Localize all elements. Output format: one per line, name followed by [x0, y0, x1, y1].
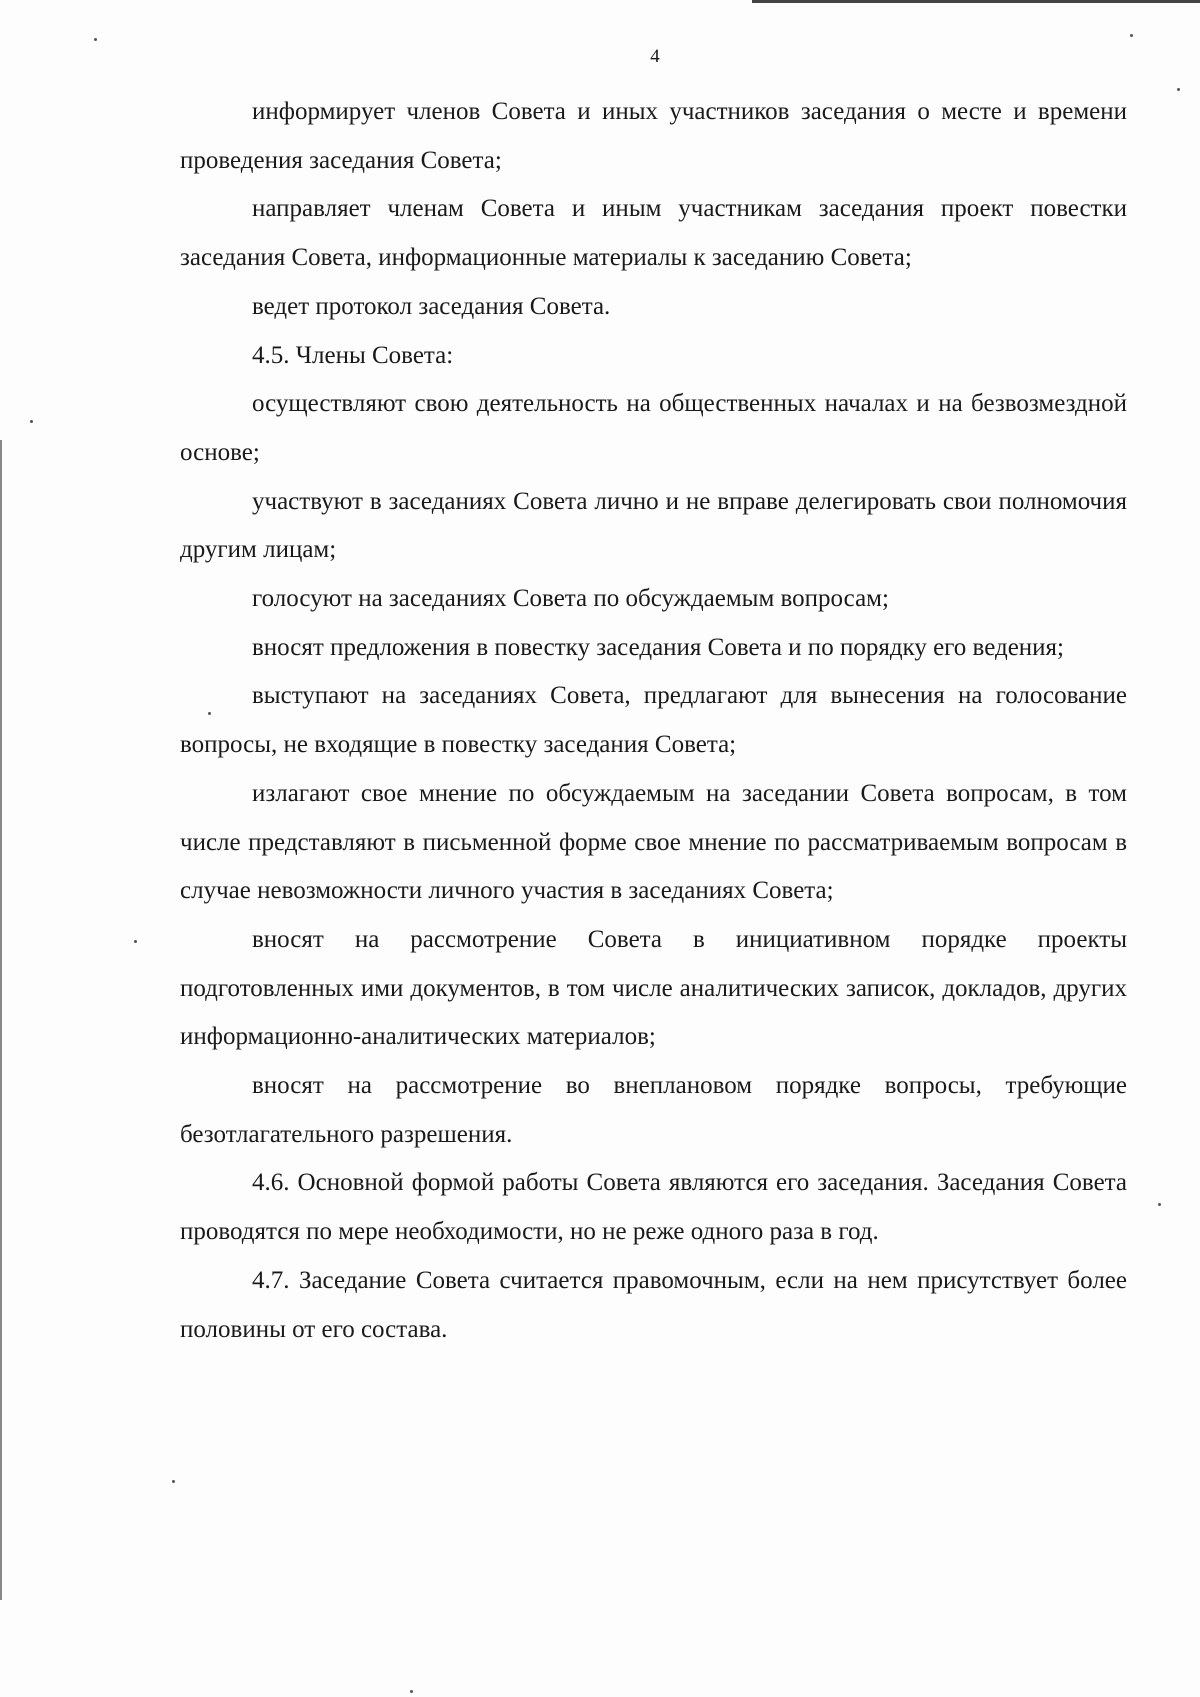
paragraph-members-opinion: излагают свое мнение по обсуждаемым на заседании Совета вопросам, в том числе представляют в письменной форме свое мнение по рассматриваемым вопросам в случае невозможности личного участия в заседаниях Совета;: [180, 779, 1127, 905]
section-4-7-quorum: 4.7. Заседание Совета считается правомочным, если на нем присутствует более половины от его состава.: [180, 1266, 1127, 1343]
paragraph-secretary-sends-agenda: направляет членам Совета и иным участникам заседания проект повестки заседания Совета, информационные материалы к заседанию Совета;: [180, 195, 1127, 272]
scan-speck: [1158, 1203, 1161, 1206]
scan-top-rule: [752, 0, 1200, 3]
paragraph-secretary-informs: информирует членов Совета и иных участников заседания о месте и времени проведения заседания Совета;: [180, 98, 1127, 174]
paragraph-members-urgent-issues: вносят на рассмотрение во внеплановом порядке вопросы, требующие безотлагательного разрешения.: [180, 1072, 1127, 1148]
paragraph-members-speak: выступают на заседаниях Совета, предлагают для вынесения на голосование вопросы, не входящие в повестку заседания Совета;: [180, 682, 1127, 759]
section-4-6-meetings: 4.6. Основной формой работы Совета являются его заседания. Заседания Совета проводятся по мере необходимости, но не реже одного раза в год.: [180, 1169, 1127, 1246]
scan-speck: [172, 1480, 175, 1483]
scan-speck: [134, 940, 137, 943]
paragraph-members-vote: голосуют на заседаниях Совета по обсуждаемым вопросам;: [252, 585, 889, 613]
paragraph-members-personal-participation: участвуют в заседаниях Совета лично и не вправе делегировать свои полномочия другим лицам;: [180, 487, 1127, 564]
scan-speck: [410, 1690, 413, 1693]
scan-left-edge: [0, 440, 2, 1600]
paragraph-members-submit-documents: вносят на рассмотрение Совета в инициативном порядке проекты подготовленных ими документов, в том числе аналитических записок, докладов, других информационно-аналитических материалов;: [180, 925, 1127, 1051]
page-number: 4: [650, 46, 660, 67]
paragraph-secretary-minutes: ведет протокол заседания Совета.: [252, 292, 611, 320]
section-heading-4-5: 4.5. Члены Совета:: [252, 341, 454, 369]
scan-speck: [1130, 34, 1133, 37]
body-text: [180, 88, 1127, 1354]
paragraph-members-agenda-proposals: вносят предложения в повестку заседания Совета и по порядку его ведения;: [252, 633, 1064, 661]
scan-speck: [1177, 88, 1180, 91]
paragraph-members-voluntary: осуществляют свою деятельность на общественных началах и на безвозмездной основе;: [180, 390, 1127, 466]
scan-speck: [30, 420, 33, 423]
scan-speck: [94, 38, 97, 41]
